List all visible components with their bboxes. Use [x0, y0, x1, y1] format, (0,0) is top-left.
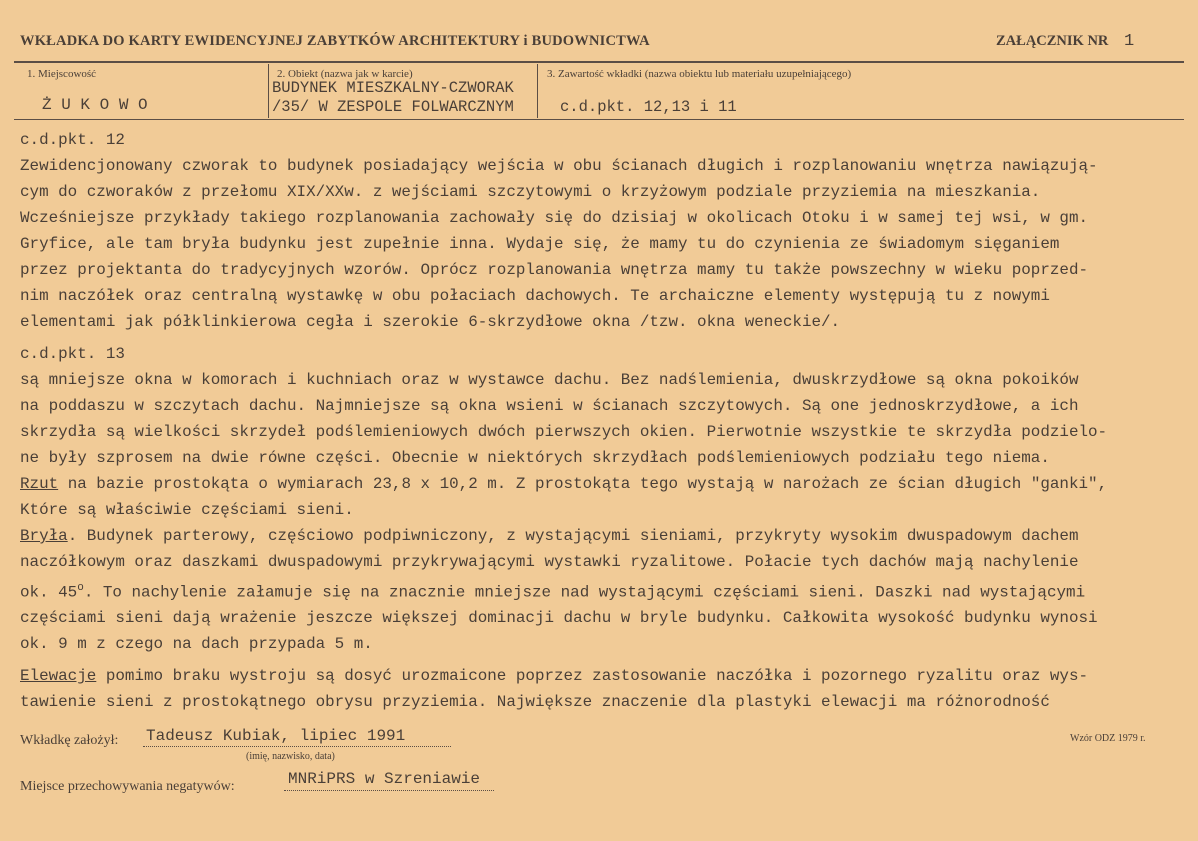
annex-label: ZAŁĄCZNIK NR [996, 33, 1109, 49]
fields-bottom-rule [14, 119, 1184, 120]
object-value-line2: /35/ W ZESPOLE FOLWARCZNYM [272, 98, 514, 116]
body-line: skrzydła są wielkości skrzydeł podślemieniowych dwóch pierwszych okien. Pierwotnie wszystkie te skrzydła podzielo- [20, 423, 1108, 441]
elewacje-line [20, 663, 1107, 689]
body-line: częściami sieni dają wrażenie jeszcze większej dominacji dachu w bryle budynku. Całkowita wysokość budynku wynosi [20, 609, 1098, 628]
body-line: Które są właściwie częściami sieni. [20, 501, 354, 519]
field-divider-2 [537, 64, 538, 118]
angle-rest: . To nachylenie załamuje się na znacznie mniejsze nad wystającymi częściami sieni. Daszki nad wystającymi [83, 583, 1086, 602]
body-line: ok. 9 m z czego na dach przypada 5 m. [20, 635, 373, 654]
storage-label: Miejsce przechowywania negatywów: [20, 779, 235, 794]
elewacje-text: pomimo braku wystroju są dosyć urozmaicone poprzez zastosowanie naczółka i pozornego ryzalitu oraz wys- [96, 667, 1089, 686]
body-line: tawienie sieni z prostokątnego obrysu przyziemia. Największe znaczenie dla plastyki elewacji ma różnorodność [20, 693, 1050, 712]
body-line: na poddaszu w szczytach dachu. Najmniejsze są okna wsieni w ścianach szczytowych. Są one jednoskrzydłowe, a ich [20, 397, 1079, 415]
rzut-line [20, 471, 1107, 497]
object-label: 2. Obiekt (nazwa jak w karcie) [277, 68, 413, 80]
elewacje-heading: Elewacje [20, 667, 97, 686]
angle-text: ok. 45 [20, 583, 78, 602]
body-line: przez projektanta do tradycyjnych wzorów. Oprócz rozplanowania wnętrza mamy tu także powszechny w wieku poprzed- [20, 261, 1089, 279]
rzut-heading: Rzut [20, 475, 59, 493]
degree-mark: o [77, 582, 84, 594]
founded-hint: (imię, nazwisko, data) [246, 751, 335, 762]
body-line: elementami jak półklinkierowa cegła i szerokie 6-skrzydłowe okna /tzw. okna weneckie/. [20, 313, 841, 331]
body-line: c.d.pkt. 13 [20, 345, 125, 363]
locality-label: 1. Miejscowość [27, 68, 97, 80]
founded-label: Wkładkę założył: [20, 733, 119, 748]
body-line: ne były szprosem na dwie równe części. Obecnie w niektórych skrzydłach podślemieniowych podziału tego niema. [20, 449, 1050, 467]
bryla-heading: Bryła [20, 527, 68, 545]
founded-dotted-line [143, 746, 451, 747]
body-line: c.d.pkt. 12 [20, 131, 125, 149]
locality-value: Ż U K O W O [42, 96, 148, 114]
bryla-line-degree [20, 575, 1107, 605]
rzut-text: na bazie prostokąta o wymiarach 23,8 x 10,2 m. Z prostokąta tego wystają w narożach ze ścian długich "ganki", [58, 475, 1108, 493]
body-line: nim naczółek oraz centralną wystawkę w obu połaciach dachowych. Te archaiczne elementy występują tu z nowymi [20, 287, 1050, 305]
content-value: c.d.pkt. 12,13 i 11 [560, 98, 737, 116]
body-line: cym do czworaków z przełomu XIX/XXw. z wejściami szczytowymi o krzyżowym podziale przyziemia na mieszkania. [20, 183, 1041, 201]
annex-number: 1 [1124, 32, 1135, 51]
body-text [20, 127, 1107, 715]
content-label: 3. Zawartość wkładki (nazwa obiektu lub materiału uzupełniającego) [547, 68, 852, 80]
body-line: Wcześniejsze przykłady takiego rozplanowania zachowały się do dzisiaj w okolicach Otoku i w samej tej wsi, w gm. [20, 209, 1089, 227]
form-title: WKŁADKA DO KARTY EWIDENCYJNEJ ZABYTKÓW ARCHITEKTURY i BUDOWNICTWA [20, 33, 650, 49]
storage-value: MNRiPRS w Szreniawie [288, 770, 481, 788]
founded-value: Tadeusz Kubiak, lipiec 1991 [146, 727, 406, 745]
header-rule [14, 61, 1184, 63]
bryla-text: . Budynek parterowy, częściowo podpiwniczony, z wystającymi sieniami, przykryty wysokim dwuspadowym dachem [67, 527, 1079, 545]
body-line: są mniejsze okna w komorach i kuchniach oraz w wystawce dachu. Bez nadślemienia, dwuskrzydłowe są okna pokoików [20, 371, 1079, 389]
object-value-line1: BUDYNEK MIESZKALNY-CZWORAK [272, 79, 514, 97]
template-label: Wzór ODZ 1979 r. [1070, 733, 1146, 744]
storage-dotted-line [284, 790, 494, 791]
bryla-line [20, 523, 1107, 549]
body-line: Gryfice, ale tam bryła budynku jest zupełnie inna. Wydaje się, że mamy tu do czynienia ze świadomym sięganiem [20, 235, 1060, 253]
field-divider-1 [268, 64, 269, 118]
body-line: Zewidencjonowany czworak to budynek posiadający wejścia w obu ścianach długich i rozplanowaniu wnętrza nawiązują- [20, 157, 1098, 175]
body-line: naczółkowym oraz daszkami dwuspadowymi przykrywającymi wystawki ryzalitowe. Połacie tych dachów mają nachylenie [20, 553, 1079, 571]
